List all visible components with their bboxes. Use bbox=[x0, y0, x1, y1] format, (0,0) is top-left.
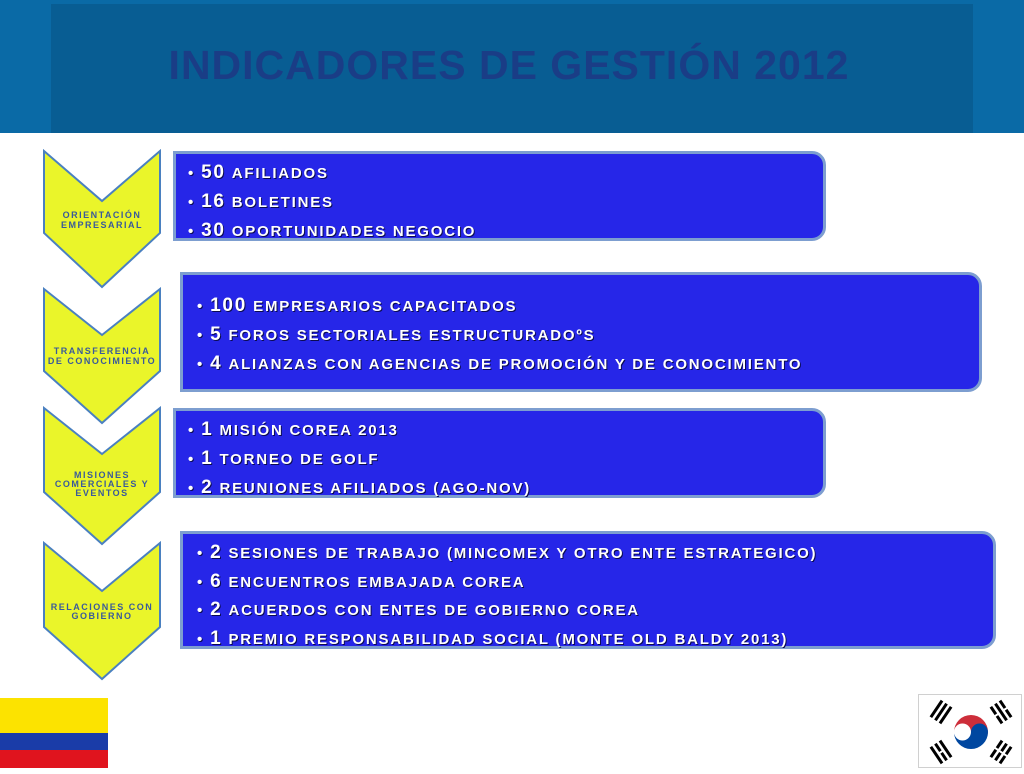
list-item: • 1 MISIÓN COREA 2013 bbox=[188, 419, 399, 440]
indicator-box-relaciones bbox=[180, 531, 996, 649]
chevron-label-3c: EVENTOS bbox=[75, 488, 129, 498]
indicator-box-misiones bbox=[173, 408, 826, 498]
list-item: • 2 REUNIONES AFILIADOS (AGO-NOV) bbox=[188, 477, 532, 498]
list-item: • 2 ACUERDOS CON ENTES DE GOBIERNO COREA bbox=[197, 599, 640, 620]
list-item: • 1 PREMIO RESPONSABILIDAD SOCIAL (MONTE OLD BALDY 2013) bbox=[197, 627, 789, 649]
list-item: • 50 AFILIADOS bbox=[188, 162, 329, 183]
list-item: • 2 SESIONES DE TRABAJO (MINCOMEX Y OTRO ENTE ESTRATEGICO) bbox=[197, 542, 818, 563]
list-item: • 6 ENCUENTROS EMBAJADA COREA bbox=[197, 570, 526, 592]
chevron-label-1a: ORIENTACIÓN bbox=[62, 210, 142, 220]
colombia-flag-icon bbox=[0, 698, 108, 768]
chevron-label-3b: COMERCIALES Y bbox=[54, 479, 150, 489]
chevron-label-4b: GOBIERNO bbox=[71, 611, 133, 621]
list-item: • 4 ALIANZAS CON AGENCIAS DE PROMOCIÓN Y DE CONOCIMIENTO bbox=[197, 353, 803, 374]
chevron-label-4a: RELACIONES CON bbox=[50, 602, 154, 612]
chevron-label-3a: MISIONES bbox=[73, 470, 130, 480]
chevron-label-1b: EMPRESARIAL bbox=[60, 220, 143, 230]
indicator-box-orientacion bbox=[173, 151, 826, 241]
page-title: INDICADORES DE GESTIÓN 2012 bbox=[168, 42, 850, 88]
indicator-box-transferencia bbox=[180, 272, 982, 392]
list-item: • 1 TORNEO DE GOLF bbox=[188, 448, 380, 469]
south-korea-flag-icon bbox=[918, 694, 1022, 768]
chevron-label-2b: DE CONOCIMIENTO bbox=[47, 356, 157, 366]
list-item: • 30 OPORTUNIDADES NEGOCIO bbox=[188, 220, 477, 241]
list-item: • 5 FOROS SECTORIALES ESTRUCTURADOºS bbox=[197, 324, 596, 345]
list-item: • 100 EMPRESARIOS CAPACITADOS bbox=[197, 295, 518, 316]
list-item: • 16 BOLETINES bbox=[188, 191, 334, 212]
chevron-label-2a: TRANSFERENCIA bbox=[53, 346, 151, 356]
